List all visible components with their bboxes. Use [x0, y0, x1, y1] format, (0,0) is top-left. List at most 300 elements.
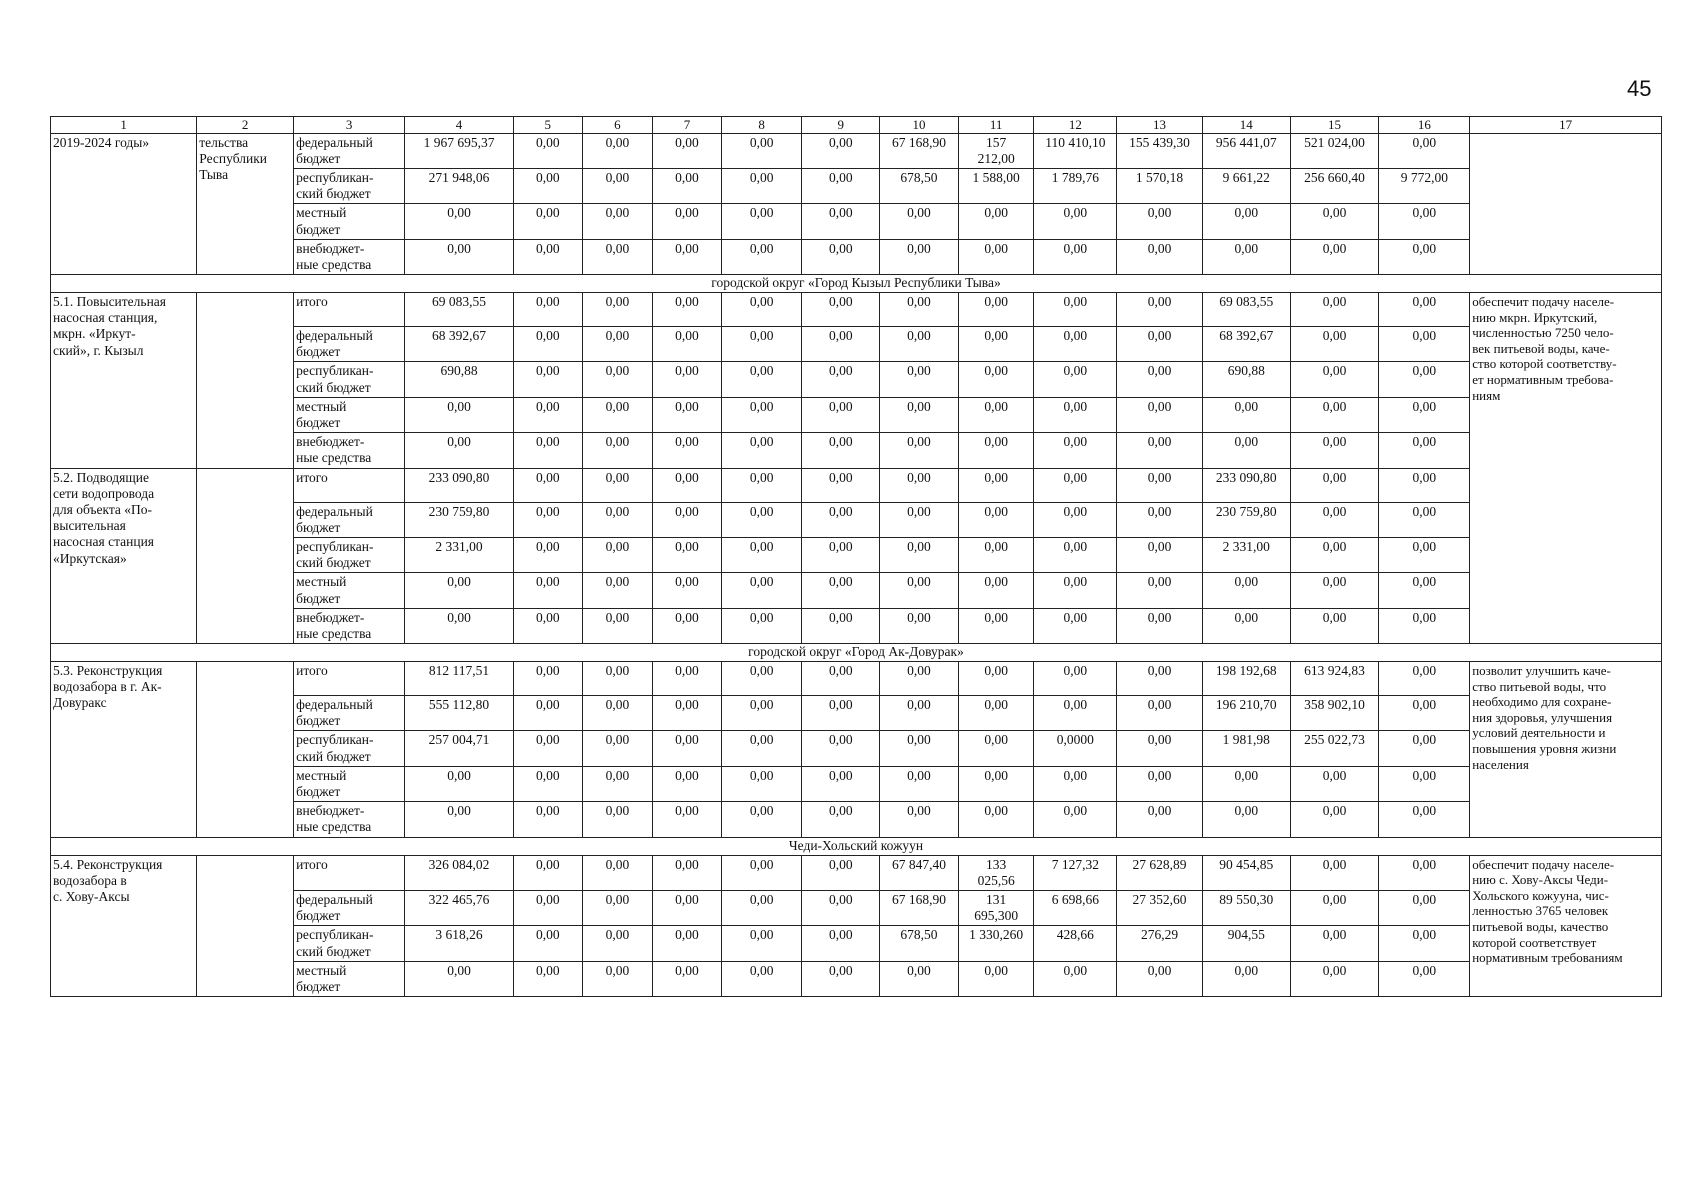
value-cell: 0,00: [1117, 293, 1203, 327]
value-cell: 233 090,80: [405, 468, 514, 502]
value-cell: 0,00: [582, 802, 653, 837]
value-cell: 0,00: [1034, 204, 1117, 239]
value-cell: 0,00: [1379, 468, 1470, 502]
value-cell: 0,00: [1117, 731, 1203, 766]
value-cell: 3 618,26: [405, 926, 514, 961]
value-cell: 0,00: [880, 537, 959, 572]
value-cell: 0,00: [1117, 327, 1203, 362]
value-cell: 0,00: [1379, 537, 1470, 572]
responsible-cell: тельства Республики Тыва: [197, 133, 294, 275]
value-cell: 0,00: [405, 608, 514, 643]
value-cell: 0,00: [880, 662, 959, 696]
value-cell: 0,00: [721, 327, 802, 362]
item-name-cell: 5.3. Реконструкция водозабора в г. Ак- Довуракс: [51, 662, 197, 838]
value-cell: 0,00: [1290, 926, 1379, 961]
value-cell: 0,00: [880, 204, 959, 239]
item-name-cell: 5.4. Реконструкция водозабора в с. Хову-Аксы: [51, 855, 197, 997]
section-row: [51, 275, 1662, 293]
value-cell: 0,00: [1034, 537, 1117, 572]
value-cell: 0,00: [1379, 397, 1470, 432]
value-cell: 0,00: [1202, 573, 1290, 608]
value-cell: 1 570,18: [1117, 168, 1203, 203]
value-cell: 0,00: [405, 433, 514, 468]
value-cell: 690,88: [405, 362, 514, 397]
value-cell: 0,00: [1117, 766, 1203, 801]
value-cell: 0,00: [653, 239, 722, 274]
result-note-cell: [1470, 133, 1662, 275]
header-cell-1: 1: [51, 117, 197, 134]
value-cell: 1 789,76: [1034, 168, 1117, 203]
value-cell: 0,00: [1034, 696, 1117, 731]
value-cell: 0,00: [513, 802, 582, 837]
value-cell: 0,00: [1034, 362, 1117, 397]
funding-source-cell: местный бюджет: [294, 573, 405, 608]
value-cell: 956 441,07: [1202, 133, 1290, 168]
value-cell: 0,00: [802, 766, 880, 801]
result-note-cell: обеспечит подачу населе- нию мкрн. Иркутский, численностью 7250 чело- век питьевой воды, каче- ство которой соответству- ет нормативным требова- ниям: [1470, 293, 1662, 644]
value-cell: 0,00: [802, 133, 880, 168]
value-cell: 0,00: [802, 662, 880, 696]
value-cell: 0,00: [513, 168, 582, 203]
value-cell: 27 628,89: [1117, 855, 1203, 890]
funding-source-cell: итого: [294, 468, 405, 502]
value-cell: 0,00: [1117, 608, 1203, 643]
value-cell: 0,00: [1290, 961, 1379, 996]
value-cell: 0,00: [721, 961, 802, 996]
value-cell: 0,00: [802, 327, 880, 362]
item-name-cell: 2019-2024 годы»: [51, 133, 197, 275]
value-cell: 0,00: [653, 573, 722, 608]
value-cell: 0,00: [582, 502, 653, 537]
value-cell: 555 112,80: [405, 696, 514, 731]
header-cell-12: 12: [1034, 117, 1117, 134]
value-cell: 0,00: [653, 327, 722, 362]
value-cell: 0,00: [1034, 397, 1117, 432]
value-cell: 0,00: [880, 731, 959, 766]
funding-source-cell: внебюджет- ные средства: [294, 608, 405, 643]
value-cell: 155 439,30: [1117, 133, 1203, 168]
value-cell: 0,00: [653, 766, 722, 801]
value-cell: 0,00: [1290, 502, 1379, 537]
table-row: [51, 133, 1662, 168]
value-cell: 0,00: [880, 468, 959, 502]
value-cell: 521 024,00: [1290, 133, 1379, 168]
value-cell: 0,00: [721, 573, 802, 608]
value-cell: 0,00: [653, 133, 722, 168]
funding-source-cell: федеральный бюджет: [294, 502, 405, 537]
value-cell: 0,00: [405, 397, 514, 432]
value-cell: 0,00: [653, 397, 722, 432]
value-cell: 0,00: [582, 766, 653, 801]
value-cell: 0,00: [1202, 397, 1290, 432]
header-cell-13: 13: [1117, 117, 1203, 134]
value-cell: 0,00: [1379, 293, 1470, 327]
value-cell: 0,00: [1202, 802, 1290, 837]
value-cell: 0,00: [1117, 397, 1203, 432]
funding-source-cell: республикан- ский бюджет: [294, 537, 405, 572]
value-cell: 0,00: [1117, 502, 1203, 537]
value-cell: 0,00: [1034, 433, 1117, 468]
value-cell: 196 210,70: [1202, 696, 1290, 731]
header-cell-6: 6: [582, 117, 653, 134]
value-cell: 0,00: [582, 293, 653, 327]
value-cell: 0,00: [582, 961, 653, 996]
value-cell: 0,00: [802, 468, 880, 502]
value-cell: 0,00: [880, 327, 959, 362]
responsible-cell: [197, 662, 294, 838]
value-cell: 0,00: [1379, 133, 1470, 168]
value-cell: 0,00: [802, 239, 880, 274]
value-cell: 0,00: [582, 855, 653, 890]
value-cell: 0,00: [721, 293, 802, 327]
value-cell: 0,00: [802, 696, 880, 731]
value-cell: 0,00: [1202, 766, 1290, 801]
value-cell: 0,00: [721, 433, 802, 468]
value-cell: 90 454,85: [1202, 855, 1290, 890]
value-cell: 0,00: [1290, 537, 1379, 572]
value-cell: 0,00: [513, 293, 582, 327]
value-cell: 6 698,66: [1034, 890, 1117, 925]
value-cell: 0,00: [1290, 204, 1379, 239]
value-cell: 0,00: [1117, 696, 1203, 731]
value-cell: 0,00: [582, 608, 653, 643]
value-cell: 0,00: [582, 537, 653, 572]
value-cell: 0,00: [1117, 204, 1203, 239]
value-cell: 0,00: [653, 731, 722, 766]
value-cell: 255 022,73: [1290, 731, 1379, 766]
value-cell: 0,00: [405, 766, 514, 801]
funding-source-cell: федеральный бюджет: [294, 696, 405, 731]
header-cell-3: 3: [294, 117, 405, 134]
value-cell: 0,00: [582, 133, 653, 168]
value-cell: 0,00: [513, 961, 582, 996]
value-cell: 0,00: [721, 133, 802, 168]
value-cell: 271 948,06: [405, 168, 514, 203]
value-cell: 0,00: [721, 502, 802, 537]
value-cell: 0,00: [513, 433, 582, 468]
value-cell: 0,00: [1379, 433, 1470, 468]
value-cell: 9 772,00: [1379, 168, 1470, 203]
value-cell: 0,00: [1117, 961, 1203, 996]
value-cell: 0,00: [582, 168, 653, 203]
value-cell: 0,00: [405, 961, 514, 996]
responsible-cell: [197, 855, 294, 997]
value-cell: 0,00: [1117, 433, 1203, 468]
value-cell: 0,00: [1379, 766, 1470, 801]
value-cell: 0,00: [1034, 766, 1117, 801]
value-cell: 0,00: [1034, 239, 1117, 274]
value-cell: 0,00: [1117, 662, 1203, 696]
value-cell: 2 331,00: [405, 537, 514, 572]
value-cell: 0,00: [513, 608, 582, 643]
value-cell: 0,00: [653, 502, 722, 537]
responsible-cell: [197, 468, 294, 644]
value-cell: 233 090,80: [1202, 468, 1290, 502]
value-cell: 0,00: [721, 662, 802, 696]
value-cell: 0,00: [721, 766, 802, 801]
funding-source-cell: внебюджет- ные средства: [294, 239, 405, 274]
value-cell: 0,00: [653, 890, 722, 925]
value-cell: 0,00: [1379, 327, 1470, 362]
value-cell: 0,00: [1034, 468, 1117, 502]
value-cell: 0,00: [653, 293, 722, 327]
value-cell: 0,00: [721, 204, 802, 239]
funding-source-cell: местный бюджет: [294, 397, 405, 432]
result-note-cell: обеспечит подачу населе- нию с. Хову-Аксы Чеди- Хольского кожууна, чис- ленностью 3765 человек питьевой воды, качество которой соответствует нормативным требованиям: [1470, 855, 1662, 997]
value-cell: 0,00: [1202, 239, 1290, 274]
value-cell: 0,00: [1117, 802, 1203, 837]
value-cell: 0,00: [880, 608, 959, 643]
value-cell: 0,00: [513, 362, 582, 397]
value-cell: 69 083,55: [1202, 293, 1290, 327]
value-cell: 0,00: [513, 502, 582, 537]
value-cell: 230 759,80: [1202, 502, 1290, 537]
value-cell: 0,00: [802, 204, 880, 239]
value-cell: 0,00: [513, 133, 582, 168]
value-cell: 0,00: [880, 696, 959, 731]
value-cell: 0,00: [880, 802, 959, 837]
value-cell: 0,00: [721, 239, 802, 274]
value-cell: 0,00: [1117, 573, 1203, 608]
value-cell: 0,00: [1202, 961, 1290, 996]
header-cell-11: 11: [958, 117, 1034, 134]
header-cell-17: 17: [1470, 117, 1662, 134]
value-cell: 0,00: [1202, 608, 1290, 643]
value-cell: 0,00: [1290, 608, 1379, 643]
value-cell: 0,00: [513, 537, 582, 572]
value-cell: 0,00: [958, 362, 1034, 397]
header-cell-8: 8: [721, 117, 802, 134]
value-cell: 0,00: [513, 766, 582, 801]
value-cell: 0,00: [1290, 362, 1379, 397]
value-cell: 0,00: [1379, 890, 1470, 925]
value-cell: 0,00: [802, 802, 880, 837]
value-cell: 0,00: [653, 662, 722, 696]
value-cell: 0,00: [1379, 662, 1470, 696]
value-cell: 0,00: [582, 696, 653, 731]
header-cell-2: 2: [197, 117, 294, 134]
value-cell: 0,00: [513, 731, 582, 766]
value-cell: 0,00: [1034, 961, 1117, 996]
value-cell: 0,00: [958, 433, 1034, 468]
header-cell-4: 4: [405, 117, 514, 134]
funding-source-cell: внебюджет- ные средства: [294, 802, 405, 837]
funding-source-cell: республикан- ский бюджет: [294, 168, 405, 203]
value-cell: 0,00: [513, 327, 582, 362]
section-row: [51, 837, 1662, 855]
value-cell: 0,00: [721, 802, 802, 837]
value-cell: 0,00: [958, 961, 1034, 996]
value-cell: 68 392,67: [1202, 327, 1290, 362]
value-cell: 0,00: [1290, 433, 1379, 468]
value-cell: 904,55: [1202, 926, 1290, 961]
value-cell: 0,00: [721, 890, 802, 925]
value-cell: 0,00: [958, 327, 1034, 362]
value-cell: 0,00: [513, 239, 582, 274]
value-cell: 27 352,60: [1117, 890, 1203, 925]
value-cell: 0,00: [405, 204, 514, 239]
value-cell: 89 550,30: [1202, 890, 1290, 925]
value-cell: 0,00: [1379, 573, 1470, 608]
value-cell: 0,00: [958, 696, 1034, 731]
value-cell: 0,00: [1034, 608, 1117, 643]
value-cell: 0,00: [653, 168, 722, 203]
value-cell: 0,00: [1379, 239, 1470, 274]
value-cell: 0,00: [802, 502, 880, 537]
value-cell: 0,00: [582, 239, 653, 274]
value-cell: 0,00: [721, 397, 802, 432]
value-cell: 0,00: [1034, 327, 1117, 362]
value-cell: 67 168,90: [880, 133, 959, 168]
value-cell: 0,00: [721, 168, 802, 203]
value-cell: 0,00: [1034, 662, 1117, 696]
value-cell: 0,00: [653, 608, 722, 643]
value-cell: 0,00: [802, 855, 880, 890]
result-note-cell: позволит улучшить каче- ство питьевой воды, что необходимо для сохране- ния здоровья, улучшения условий деятельности и повышения уровня жизни населения: [1470, 662, 1662, 838]
funding-source-cell: республикан- ский бюджет: [294, 362, 405, 397]
header-cell-16: 16: [1379, 117, 1470, 134]
value-cell: 0,00: [653, 696, 722, 731]
value-cell: 0,00: [513, 696, 582, 731]
funding-source-cell: республикан- ский бюджет: [294, 731, 405, 766]
value-cell: 0,00: [958, 502, 1034, 537]
funding-source-cell: итого: [294, 662, 405, 696]
value-cell: 0,00: [1379, 502, 1470, 537]
section-title: Чеди-Хольский кожуун: [51, 837, 1662, 855]
section-title: городской округ «Город Кызыл Республики Тыва»: [51, 275, 1662, 293]
value-cell: 0,00: [1290, 293, 1379, 327]
value-cell: 0,00: [721, 608, 802, 643]
value-cell: 678,50: [880, 168, 959, 203]
value-cell: 0,00: [880, 239, 959, 274]
value-cell: 0,00: [513, 855, 582, 890]
table-row: [51, 855, 1662, 890]
value-cell: 0,00: [582, 204, 653, 239]
value-cell: 0,00: [1379, 204, 1470, 239]
value-cell: 198 192,68: [1202, 662, 1290, 696]
value-cell: 110 410,10: [1034, 133, 1117, 168]
table-row: [51, 293, 1662, 327]
value-cell: 0,00: [1034, 802, 1117, 837]
value-cell: 257 004,71: [405, 731, 514, 766]
value-cell: 0,00: [1117, 537, 1203, 572]
value-cell: 0,00: [958, 397, 1034, 432]
value-cell: 0,00: [880, 573, 959, 608]
value-cell: 0,00: [513, 573, 582, 608]
value-cell: 0,00: [1290, 890, 1379, 925]
value-cell: 67 847,40: [880, 855, 959, 890]
funding-source-cell: местный бюджет: [294, 204, 405, 239]
header-row: [51, 117, 1662, 134]
value-cell: 0,00: [802, 293, 880, 327]
value-cell: 0,00: [1034, 293, 1117, 327]
value-cell: 0,00: [958, 573, 1034, 608]
value-cell: 0,00: [653, 961, 722, 996]
funding-source-cell: итого: [294, 293, 405, 327]
value-cell: 812 117,51: [405, 662, 514, 696]
value-cell: 1 330,260: [958, 926, 1034, 961]
header-cell-9: 9: [802, 117, 880, 134]
value-cell: 0,00: [802, 397, 880, 432]
value-cell: 68 392,67: [405, 327, 514, 362]
value-cell: 0,00: [1379, 608, 1470, 643]
value-cell: 0,00: [653, 802, 722, 837]
value-cell: 0,00: [721, 855, 802, 890]
value-cell: 0,00: [802, 433, 880, 468]
value-cell: 0,00: [802, 168, 880, 203]
value-cell: 256 660,40: [1290, 168, 1379, 203]
value-cell: 0,00: [653, 855, 722, 890]
value-cell: 0,00: [958, 662, 1034, 696]
value-cell: 0,00: [513, 397, 582, 432]
value-cell: 0,00: [1379, 855, 1470, 890]
value-cell: 678,50: [880, 926, 959, 961]
section-row: [51, 644, 1662, 662]
value-cell: 0,00: [582, 890, 653, 925]
value-cell: 0,00: [880, 766, 959, 801]
header-cell-15: 15: [1290, 117, 1379, 134]
value-cell: 0,00: [582, 926, 653, 961]
value-cell: 1 588,00: [958, 168, 1034, 203]
value-cell: 0,00: [582, 573, 653, 608]
funding-source-cell: местный бюджет: [294, 766, 405, 801]
value-cell: 0,00: [513, 926, 582, 961]
value-cell: 276,29: [1117, 926, 1203, 961]
value-cell: 0,00: [880, 293, 959, 327]
value-cell: 2 331,00: [1202, 537, 1290, 572]
value-cell: 0,00: [653, 468, 722, 502]
value-cell: 0,00: [1290, 327, 1379, 362]
value-cell: 0,00: [1290, 239, 1379, 274]
value-cell: 0,00: [653, 537, 722, 572]
value-cell: 0,00: [513, 890, 582, 925]
value-cell: 613 924,83: [1290, 662, 1379, 696]
value-cell: 0,00: [653, 362, 722, 397]
value-cell: 0,00: [721, 468, 802, 502]
header-cell-5: 5: [513, 117, 582, 134]
page-number: 45: [1627, 76, 1652, 101]
funding-source-cell: федеральный бюджет: [294, 890, 405, 925]
funding-source-cell: республикан- ский бюджет: [294, 926, 405, 961]
value-cell: 230 759,80: [405, 502, 514, 537]
value-cell: 690,88: [1202, 362, 1290, 397]
value-cell: 0,00: [802, 362, 880, 397]
value-cell: 0,00: [958, 802, 1034, 837]
value-cell: 428,66: [1034, 926, 1117, 961]
value-cell: 0,00: [582, 468, 653, 502]
table-row: [51, 662, 1662, 696]
value-cell: 9 661,22: [1202, 168, 1290, 203]
value-cell: 0,00: [1290, 766, 1379, 801]
value-cell: 0,00: [802, 731, 880, 766]
funding-source-cell: внебюджет- ные средства: [294, 433, 405, 468]
value-cell: 0,00: [1202, 433, 1290, 468]
value-cell: 0,00: [1379, 731, 1470, 766]
value-cell: 0,00: [721, 537, 802, 572]
value-cell: 0,00: [582, 662, 653, 696]
value-cell: 0,00: [513, 204, 582, 239]
funding-source-cell: местный бюджет: [294, 961, 405, 996]
value-cell: 0,00: [958, 537, 1034, 572]
value-cell: 0,00: [582, 397, 653, 432]
value-cell: 0,00: [405, 802, 514, 837]
value-cell: 0,00: [958, 204, 1034, 239]
item-name-cell: 5.2. Подводящие сети водопровода для объекта «По- высительная насосная станция «Иркутская»: [51, 468, 197, 644]
value-cell: 0,00: [582, 433, 653, 468]
value-cell: 0,00: [802, 537, 880, 572]
value-cell: 0,00: [802, 573, 880, 608]
value-cell: 322 465,76: [405, 890, 514, 925]
